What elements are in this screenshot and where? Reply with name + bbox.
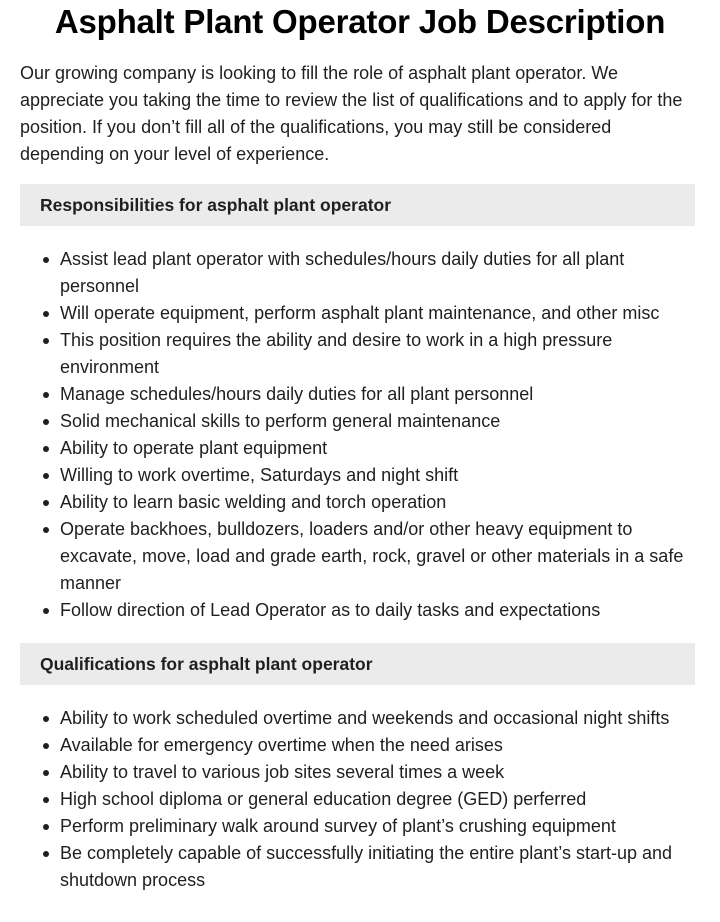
qualifications-list [20, 705, 700, 894]
responsibilities-heading: Responsibilities for asphalt plant operator [20, 184, 695, 226]
list-item: Willing to work overtime, Saturdays and night shift [60, 462, 700, 489]
list-item: Ability to learn basic welding and torch operation [60, 489, 700, 516]
list-item: Be completely capable of successfully initiating the entire plant’s start-up and shutdown process [60, 840, 700, 894]
list-item: Available for emergency overtime when the need arises [60, 732, 700, 759]
intro-paragraph: Our growing company is looking to fill the role of asphalt plant operator. We appreciate you taking the time to review the list of qualifications and to apply for the position. If you don’t fill all of the qualifications, you may still be considered depending on your level of experience. [20, 63, 683, 164]
list-item: Operate backhoes, bulldozers, loaders and/or other heavy equipment to excavate, move, load and grade earth, rock, gravel or other materials in a safe manner [60, 516, 700, 597]
list-item: Will operate equipment, perform asphalt plant maintenance, and other misc [60, 300, 700, 327]
list-item: Solid mechanical skills to perform general maintenance [60, 408, 700, 435]
responsibilities-list [20, 246, 700, 624]
list-item: Ability to travel to various job sites several times a week [60, 759, 700, 786]
list-item: High school diploma or general education degree (GED) perferred [60, 786, 700, 813]
list-item: Follow direction of Lead Operator as to daily tasks and expectations [60, 597, 700, 624]
list-item: Ability to operate plant equipment [60, 435, 700, 462]
list-item: Manage schedules/hours daily duties for all plant personnel [60, 381, 700, 408]
list-item: Perform preliminary walk around survey of plant’s crushing equipment [60, 813, 700, 840]
list-item: Ability to work scheduled overtime and weekends and occasional night shifts [60, 705, 700, 732]
list-item: Assist lead plant operator with schedules/hours daily duties for all plant personnel [60, 246, 700, 300]
list-item: This position requires the ability and desire to work in a high pressure environment [60, 327, 700, 381]
qualifications-heading: Qualifications for asphalt plant operator [20, 643, 695, 685]
page-title: Asphalt Plant Operator Job Description [54, 3, 666, 40]
